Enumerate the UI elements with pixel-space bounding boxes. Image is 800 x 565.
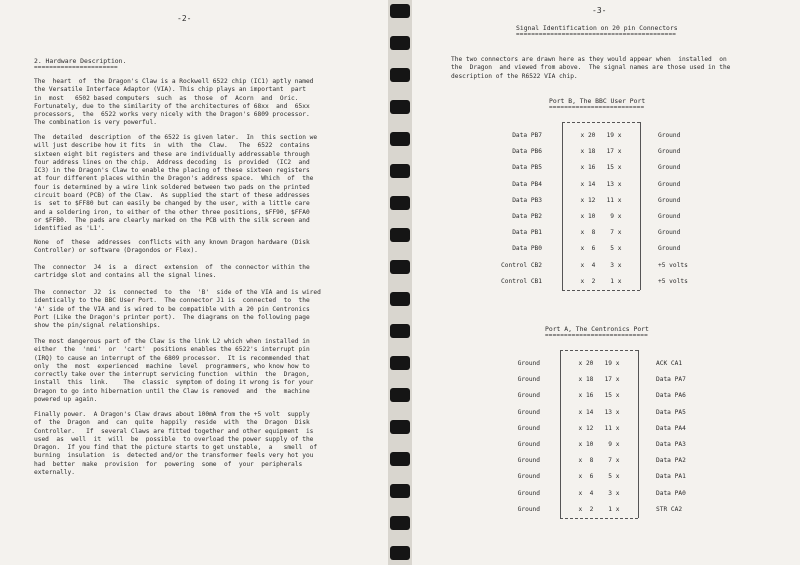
- connector-box-right-edge: [638, 350, 639, 518]
- binding-coil: [390, 356, 410, 370]
- pin-signal-left: Data PB6: [512, 148, 542, 156]
- paragraph-3: None of these addresses conflicts with any known Dragon hardware (Disk Controller) or software (Dragondos or Flex).: [34, 239, 310, 255]
- pin-signal-right: Ground: [658, 245, 681, 253]
- binding-coil: [390, 388, 410, 402]
- binding-coil: [390, 260, 410, 274]
- paragraph-4: The connector J4 is a direct extension of the connector within the cartridge slot and contains all the signal lines.: [34, 264, 310, 280]
- pin-pair: x 14 13 x: [580, 180, 622, 188]
- pin-signal-right: Data PA4: [656, 424, 686, 432]
- pin-signal-right: ACK CA1: [656, 360, 683, 367]
- paragraph-6: The most dangerous part of the Claw is the link L2 which when installed in either the 'nmi' or 'cart' positions enables the 6522's interrupt pin (IRQ) to cause an interrupt of the 6809 processor. It is recommended that only the most experienced machine level programmers, who know how to correctly take over the interrupt servicing function within the Dragon, install this link. The classic symptom of doing it wrong is for your Dragon to go into hibernation until the Claw is removed and the machine powered up again.: [34, 338, 314, 404]
- pin-pair: x 10 9 x: [578, 441, 620, 448]
- pin-signal-right: Ground: [658, 229, 681, 237]
- pin-signal-right: Ground: [658, 164, 681, 172]
- pin-signal-left: Ground: [517, 505, 540, 513]
- binding-coil: [390, 452, 410, 466]
- spiral-binding: [388, 0, 412, 565]
- pin-signal-left: Ground: [517, 489, 540, 497]
- pin-pair: x 6 5 x: [578, 473, 620, 481]
- signal-title-underline: ==========================================: [516, 31, 677, 38]
- binding-coil: [390, 546, 410, 560]
- section-underline: ======================: [34, 64, 118, 71]
- pin-pair: x 18 17 x: [580, 148, 622, 156]
- binding-coil: [390, 484, 410, 498]
- pin-signal-left: Ground: [517, 441, 540, 448]
- binding-coil: [390, 68, 410, 82]
- pin-signal-right: Data PA6: [656, 392, 686, 400]
- pin-signal-left: Ground: [517, 392, 540, 400]
- pin-signal-left: Data PB4: [512, 180, 542, 188]
- binding-coil: [390, 516, 410, 530]
- paragraph-5: The connector J2 is connected to the 'B' side of the VIA and is wired identically to the BBC User Port. The connector J1 is connected to the 'A' side of the VIA and is wired to be compatible with a 20 pin Centronics Port (Like the Dragon's printer port). The diagrams on the following page show the pin/signal relationships.: [34, 289, 321, 330]
- port-b-underline: =========================: [549, 104, 645, 111]
- binding-coil: [390, 100, 410, 114]
- right-page: [412, 0, 800, 565]
- binding-coil: [390, 324, 410, 338]
- port-a-diagram: [412, 350, 800, 532]
- connector-box-right-edge: [640, 122, 641, 290]
- pin-signal-right: Data PA1: [656, 473, 686, 481]
- binding-coil: [390, 292, 410, 306]
- pin-pair: x 20 19 x: [580, 132, 622, 139]
- pin-signal-left: Data PB3: [512, 196, 542, 204]
- pin-pair: x 14 13 x: [578, 408, 620, 416]
- binding-coil: [390, 4, 410, 18]
- binding-coil: [390, 164, 410, 178]
- pin-pair: x 2 1 x: [578, 505, 620, 513]
- binding-coil: [390, 420, 410, 434]
- pin-signal-right: Data PA0: [656, 489, 686, 497]
- binding-coil: [390, 228, 410, 242]
- pin-signal-left: Ground: [517, 424, 540, 432]
- pin-pair: x 16 15 x: [580, 164, 622, 172]
- page-number-right: -3-: [592, 6, 607, 15]
- pin-pair: x 8 7 x: [578, 457, 620, 465]
- pin-signal-right: +5 volts: [658, 277, 688, 285]
- port-a-underline: ===========================: [545, 332, 648, 339]
- connector-box-top: [562, 122, 640, 123]
- pin-pair: x 12 11 x: [578, 424, 620, 432]
- pin-signal-left: Data PB7: [512, 132, 542, 139]
- pin-signal-right: Data PA7: [656, 376, 686, 384]
- connector-box-left-edge: [562, 122, 563, 290]
- pin-signal-right: Ground: [658, 213, 681, 220]
- pin-signal-left: Ground: [517, 376, 540, 384]
- paragraph-1: The heart of the Dragon's Claw is a Rockwell 6522 chip (IC1) aptly named the Versatile Interface Adaptor (VIA). This chip plays an important part in most 6502 based computers such as those of Acorn and Oric. Fortunately, due to the similarity of the architectures of 68xx and 65xx processors, the 6522 works very nicely with the Dragon's 6809 processor. The combination is very powerful.: [34, 78, 314, 127]
- pin-signal-right: +5 volts: [658, 261, 688, 269]
- pin-signal-left: Control CB2: [501, 261, 542, 269]
- pin-signal-right: Data PA2: [656, 457, 686, 465]
- connector-box-bottom: [562, 290, 640, 291]
- pin-signal-right: Ground: [658, 132, 681, 139]
- paragraph-7: Finally power. A Dragon's Claw draws about 100mA from the +5 volt supply of the Dragon and can quite happily reside with the Dragon Disk Controller. If several Claws are fitted together and other equipment is used as well it will be possible to overload the power supply of the Dragon. If you find that the picture starts to get unstable, a smell of burning insulation is detected and/or the transformer feels very hot you had better make provision for powering some of your peripherals externally.: [34, 411, 318, 477]
- pin-signal-left: Ground: [517, 457, 540, 465]
- pin-signal-left: Control CB1: [501, 277, 542, 285]
- port-b-diagram: [412, 122, 800, 304]
- pin-pair: x 8 7 x: [580, 229, 622, 237]
- signal-title: Signal Identification on 20 pin Connectors: [516, 24, 678, 32]
- binding-coil: [390, 196, 410, 210]
- pin-pair: x 4 3 x: [578, 489, 620, 497]
- connector-box-top: [560, 350, 638, 351]
- binding-coil: [390, 132, 410, 146]
- pin-signal-right: Ground: [658, 148, 681, 156]
- pin-signal-right: Ground: [658, 180, 681, 188]
- connector-box-left-edge: [560, 350, 561, 518]
- page-number-left: -2-: [177, 14, 192, 23]
- pin-signal-right: Data PA5: [656, 408, 686, 416]
- pin-pair: x 12 11 x: [580, 196, 622, 204]
- left-page: [0, 0, 388, 565]
- binding-coil: [390, 36, 410, 50]
- connector-box-bottom: [560, 518, 638, 519]
- intro-text: The two connectors are drawn here as they would appear when installed on the Dragon and viewed from above. The signal names are those used in the description of the R6522 VIA chip.: [451, 56, 731, 80]
- pin-signal-left: Ground: [517, 360, 540, 367]
- pin-signal-right: STR CA2: [656, 505, 683, 513]
- pin-pair: x 6 5 x: [580, 245, 622, 253]
- pin-pair: x 16 15 x: [578, 392, 620, 400]
- pin-signal-left: Data PB0: [512, 245, 542, 253]
- pin-signal-left: Data PB5: [512, 164, 542, 172]
- pin-pair: x 10 9 x: [580, 213, 622, 220]
- port-a-title: Port A, The Centronics Port: [545, 325, 649, 333]
- pin-signal-left: Ground: [517, 408, 540, 416]
- pin-signal-left: Ground: [517, 473, 540, 481]
- paragraph-2: The detailed description of the 6522 is given later. In this section we will just describe how it fits in with the Claw. The 6522 contains sixteen eight bit registers and these are individually addressable through four address lines on the chip. Address decoding is provided (IC2 and IC3) in the Dragon's Claw to enable the placing of these sixteen registers at four different places within the Dragon's address space. Which of the four is determined by a wire link soldered between two pads on the printed circuit board (PCB) of the Claw. As supplied the start of these addresses is set to $FF80 but can easily be changed by the user, with a little care and a soldering iron, to either of the other three positions, $FF90, $FFA0 or $FFB0. The pads are clearly marked on the PCB with the silk screen and identified as 'L1'.: [34, 134, 318, 233]
- pin-signal-left: Data PB2: [512, 213, 542, 220]
- pin-pair: x 18 17 x: [578, 376, 620, 384]
- pin-signal-right: Ground: [658, 196, 681, 204]
- pin-signal-right: Data PA3: [656, 441, 686, 448]
- section-title: 2. Hardware Description.: [34, 57, 127, 65]
- port-b-title: Port B, The BBC User Port: [549, 97, 646, 105]
- pin-pair: x 4 3 x: [580, 261, 622, 269]
- pin-pair: x 20 19 x: [578, 360, 620, 367]
- pin-pair: x 2 1 x: [580, 277, 622, 285]
- pin-signal-left: Data PB1: [512, 229, 542, 237]
